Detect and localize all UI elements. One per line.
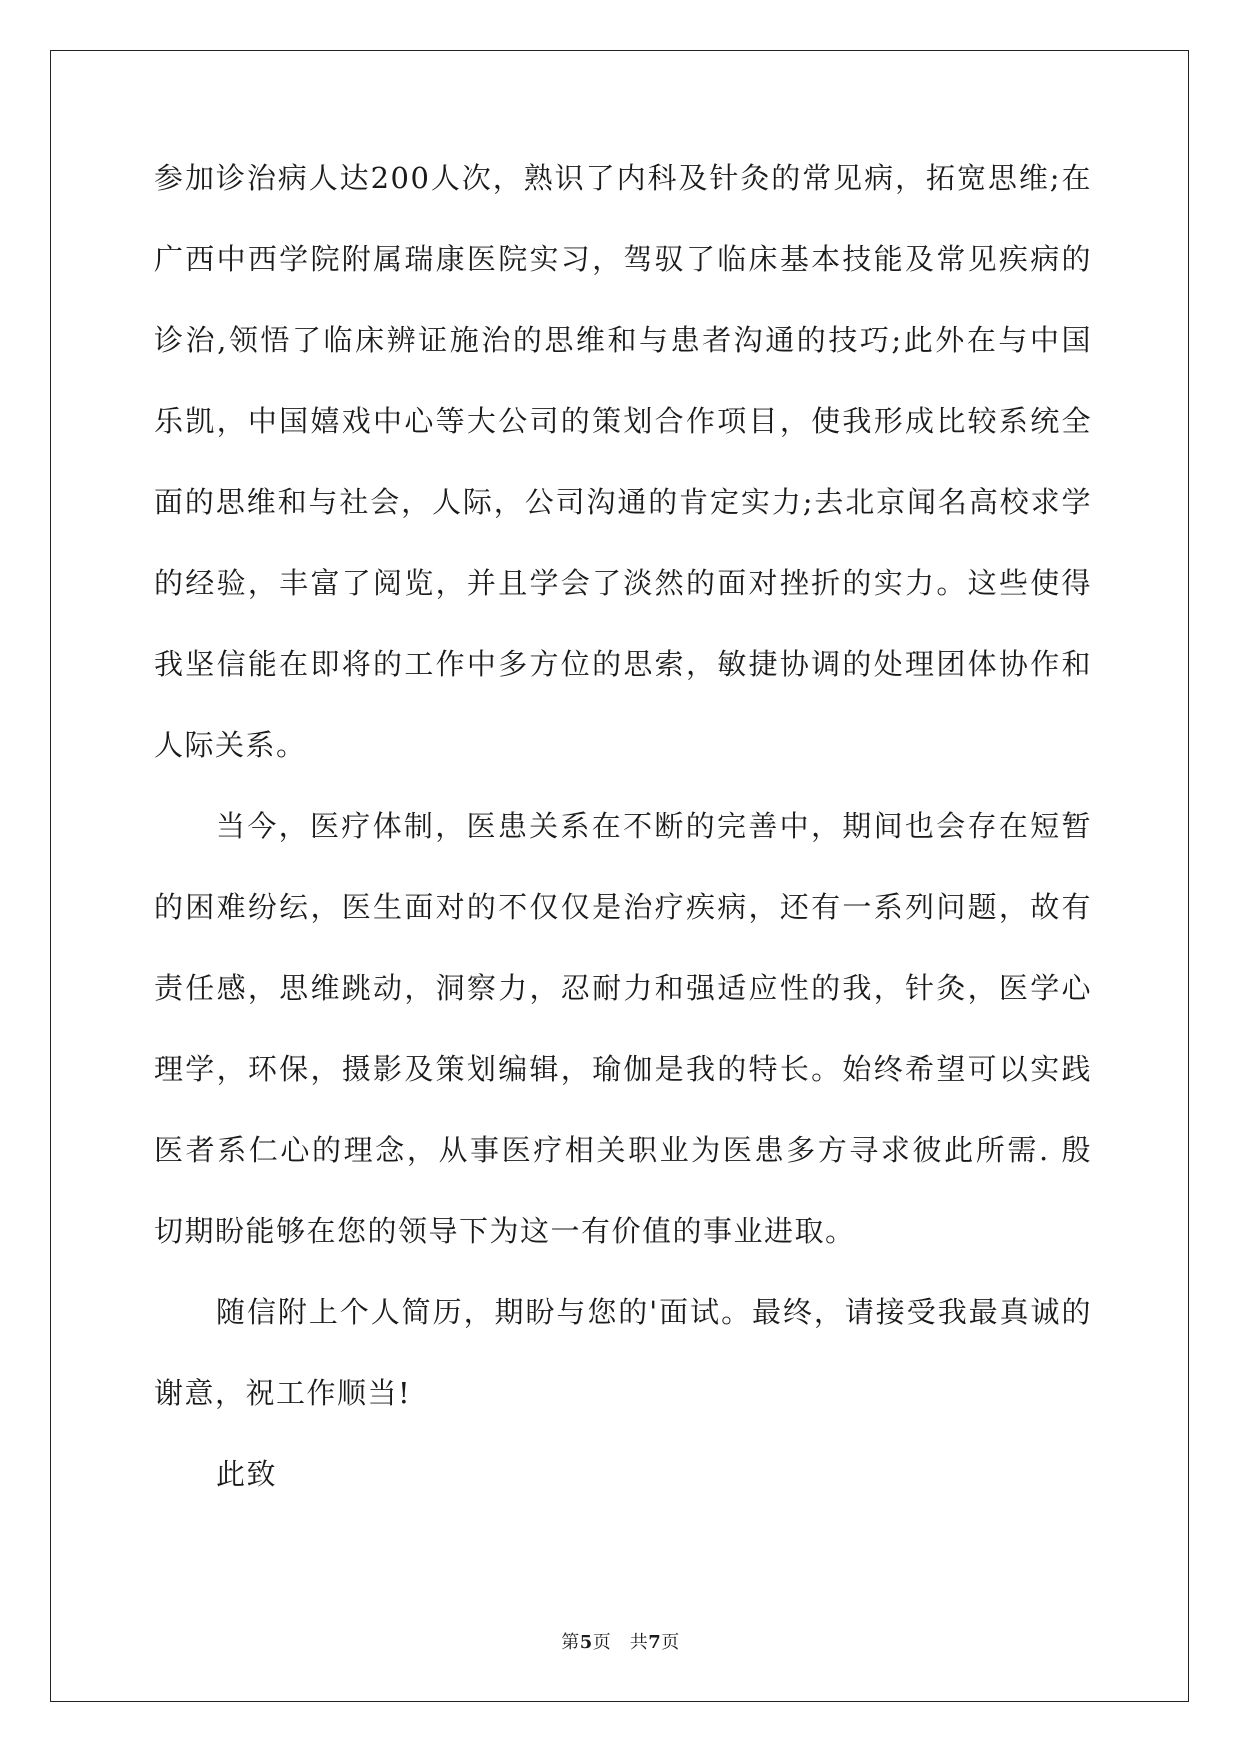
- footer-prefix: 第: [561, 1632, 580, 1653]
- current-page-number: 5: [579, 1632, 593, 1653]
- footer-suffix: 页: [661, 1632, 680, 1653]
- text-line: 谢意，祝工作顺当!: [154, 1376, 412, 1410]
- total-page-number: 7: [648, 1632, 662, 1653]
- text-line: 我坚信能在即将的工作中多方位的思索，敏捷协调的处理团体协作和: [154, 647, 1092, 681]
- document-body: [154, 160, 1092, 1537]
- text-line: 广西中西学院附属瑞康医院实习，驾驭了临床基本技能及常见疾病的: [154, 242, 1092, 276]
- text-line: 诊治,领悟了临床辨证施治的思维和与患者沟通的技巧;此外在与中国: [154, 323, 1092, 357]
- text-line: 的经验，丰富了阅览，并且学会了淡然的面对挫折的实力。这些使得: [154, 566, 1092, 600]
- text-line: 随信附上个人简历，期盼与您的'面试。最终，请接受我最真诚的: [216, 1295, 1092, 1329]
- text-line: 乐凯，中国嬉戏中心等大公司的策划合作项目，使我形成比较系统全: [154, 404, 1092, 438]
- text-line: 医者系仁心的理念，从事医疗相关职业为医患多方寻求彼此所需. 殷: [154, 1133, 1092, 1167]
- footer-mid: 页 共: [592, 1632, 649, 1653]
- text-line: 切期盼能够在您的领导下为这一有价值的事业进取。: [154, 1214, 856, 1248]
- text-line: 当今，医疗体制，医患关系在不断的完善中，期间也会存在短暂: [216, 809, 1092, 843]
- text-line: 责任感，思维跳动，洞察力，忍耐力和强适应性的我，针灸，医学心: [154, 971, 1092, 1005]
- text-line: 理学，环保，摄影及策划编辑，瑜伽是我的特长。始终希望可以实践: [154, 1052, 1092, 1086]
- text-line: 面的思维和与社会，人际，公司沟通的肯定实力;去北京闻名高校求学: [154, 485, 1092, 519]
- text-line: 人际关系。: [154, 728, 307, 762]
- text-line: 参加诊治病人达200人次，熟识了内科及针灸的常见病，拓宽思维;在: [154, 161, 1092, 195]
- text-line: 的困难纷纭，医生面对的不仅仅是治疗疾病，还有一系列问题，故有: [154, 890, 1092, 924]
- page-footer: [0, 1628, 1241, 1654]
- text-line: 此致: [216, 1457, 278, 1491]
